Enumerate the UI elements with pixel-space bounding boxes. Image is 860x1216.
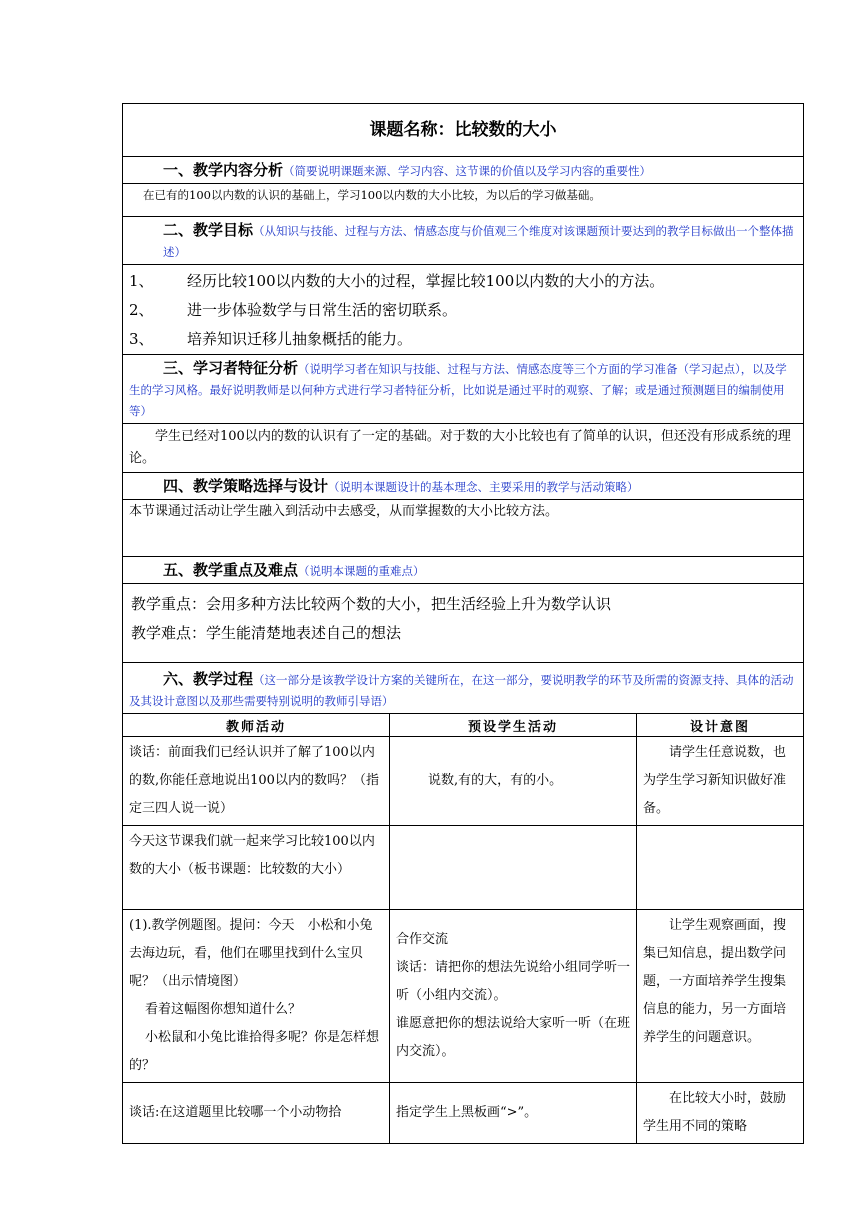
section-1-header [123, 157, 804, 184]
section-4-heading: 四、教学策略选择与设计 [163, 477, 329, 495]
section-3-body [123, 424, 804, 473]
section-1-heading: 一、教学内容分析 [163, 161, 284, 179]
design-intent-text: 请学生任意说数，也为学生学习新知识做好准备。 [643, 745, 787, 816]
section-3-header [123, 355, 804, 424]
section-5-header [123, 557, 804, 584]
section-4-header [123, 473, 804, 500]
difficult-point: 教学难点：学生能清楚地表述自己的想法 [131, 624, 402, 642]
process-row [123, 1083, 804, 1144]
section-5-hint: （说明本课题的重难点） [298, 564, 425, 578]
goal-item [123, 267, 803, 296]
section-2-header [123, 217, 804, 265]
section-1-hint: （简要说明课题来源、学习内容、这节课的价值以及学习内容的重要性） [283, 164, 652, 178]
student-activity-cell [390, 737, 637, 826]
column-header-teacher: 教师活动 [123, 714, 390, 737]
student-activity-cell [390, 1083, 637, 1144]
goal-number: 1、 [129, 272, 154, 290]
teacher-activity-cell [123, 737, 390, 826]
student-activity-text: 指定学生上黑板画“>”。 [396, 1105, 538, 1120]
student-activity-cell [390, 826, 637, 910]
section-4-hint: （说明本课题设计的基本理念、主要采用的教学与活动策略） [328, 480, 639, 494]
section-3-hint: （说明学习者在知识与技能、过程与方法、情感态度等三个方面的学习准备（学习起点），以及学生的学习风格。最好说明教师是以何种方式进行学习者特征分析，比如说是通过平时的观察、了解；或是通过预测题目的编制使用等） [129, 362, 787, 418]
section-2-hint: （从知识与技能、过程与方法、情感态度与价值观三个维度对该课题预计要达到的教学目标做出一个整体描述） [163, 224, 794, 259]
goal-number: 3、 [129, 330, 154, 348]
section-6-header [123, 663, 804, 714]
section-5-heading: 五、教学重点及难点 [163, 561, 299, 579]
teacher-activity-cell [123, 826, 390, 910]
section-1-body [123, 184, 804, 217]
design-intent-text: 让学生观察画面，搜集已知信息，提出数学问题，一方面培养学生搜集信息的能力，另一方面培养学生的问题意识。 [643, 918, 787, 1045]
title-cell [123, 104, 804, 157]
teacher-activity-text: 谈话：前面我们已经认识并了解了100以内的数,你能任意地说出100以内的数吗？（指定三四人说一说） [129, 745, 379, 816]
section-3-heading: 三、学习者特征分析 [163, 359, 299, 377]
section-4-body [123, 500, 804, 557]
process-row [123, 737, 804, 826]
design-intent-cell [637, 1083, 804, 1144]
student-activity-text: 合作交流 [396, 932, 449, 947]
design-intent-cell [637, 826, 804, 910]
student-activity-cell [390, 910, 637, 1083]
student-activity-text: 说数,有的大，有的小。 [428, 773, 563, 788]
goal-item [123, 296, 803, 325]
teacher-activity-text: 谈话:在这道题里比较哪一个小动物拾 [129, 1105, 342, 1120]
section-4-content: 本节课通过活动让学生融入到活动中去感受，从而掌握数的大小比较方法。 [129, 504, 559, 519]
design-intent-cell [637, 737, 804, 826]
teacher-activity-text: 今天这节课我们就一起来学习比较100以内数的大小（板书课题：比较数的大小） [129, 834, 375, 877]
column-header-intent: 设计意图 [637, 714, 804, 737]
lesson-plan-table [122, 103, 804, 1144]
section-2-body [123, 265, 804, 355]
teacher-activity-text: 看着这幅图你想知道什么？ [145, 1002, 302, 1017]
section-3-content: 学生已经对100以内的数的认识有了一定的基础。对于数的大小比较也有了简单的认识，但还没有形成系统的理论。 [129, 429, 791, 466]
teacher-activity-cell [123, 910, 390, 1083]
key-point: 教学重点：会用多种方法比较两个数的大小，把生活经验上升为数学认识 [131, 595, 612, 613]
section-6-hint: （这一部分是该教学设计方案的关键所在，在这一部分，要说明教学的环节及所需的资源支持、具体的活动及其设计意图以及那些需要特别说明的教师引导语） [129, 673, 794, 708]
goal-number: 2、 [129, 301, 154, 319]
process-row [123, 910, 804, 1083]
goal-text: 进一步体验数学与日常生活的密切联系。 [187, 301, 458, 319]
goal-text: 经历比较100以内数的大小的过程，掌握比较100以内数的大小的方法。 [187, 272, 665, 290]
student-activity-text: 谈话：请把你的想法先说给小组同学听一听（小组内交流）。 [396, 960, 631, 1003]
page-title: 课题名称：比较数的大小 [369, 120, 557, 140]
process-table-header [123, 714, 804, 737]
process-row [123, 826, 804, 910]
goal-text: 培养知识迁移儿抽象概括的能力。 [187, 330, 413, 348]
section-1-content: 在已有的100以内数的认识的基础上，学习100以内数的大小比较，为以后的学习做基础。 [143, 188, 601, 202]
lesson-plan-document [122, 103, 803, 1144]
design-intent-cell [637, 910, 804, 1083]
section-6-heading: 六、教学过程 [163, 670, 254, 688]
section-5-body [123, 584, 804, 663]
design-intent-text: 在比较大小时，鼓励学生用不同的策略 [643, 1091, 787, 1134]
student-activity-text: 谁愿意把你的想法说给大家听一听（在班内交流）。 [396, 1016, 631, 1059]
goal-item [123, 325, 803, 354]
teacher-activity-cell [123, 1083, 390, 1144]
column-header-student: 预设学生活动 [390, 714, 637, 737]
teacher-activity-text: 小松鼠和小兔比谁拾得多呢？你是怎样想的？ [129, 1030, 380, 1073]
teacher-activity-text: (1).教学例题图。提问：今天 小松和小兔去海边玩，看，他们在哪里找到什么宝贝呢？（出示情境图） [129, 918, 373, 989]
section-2-heading: 二、教学目标 [163, 221, 254, 239]
